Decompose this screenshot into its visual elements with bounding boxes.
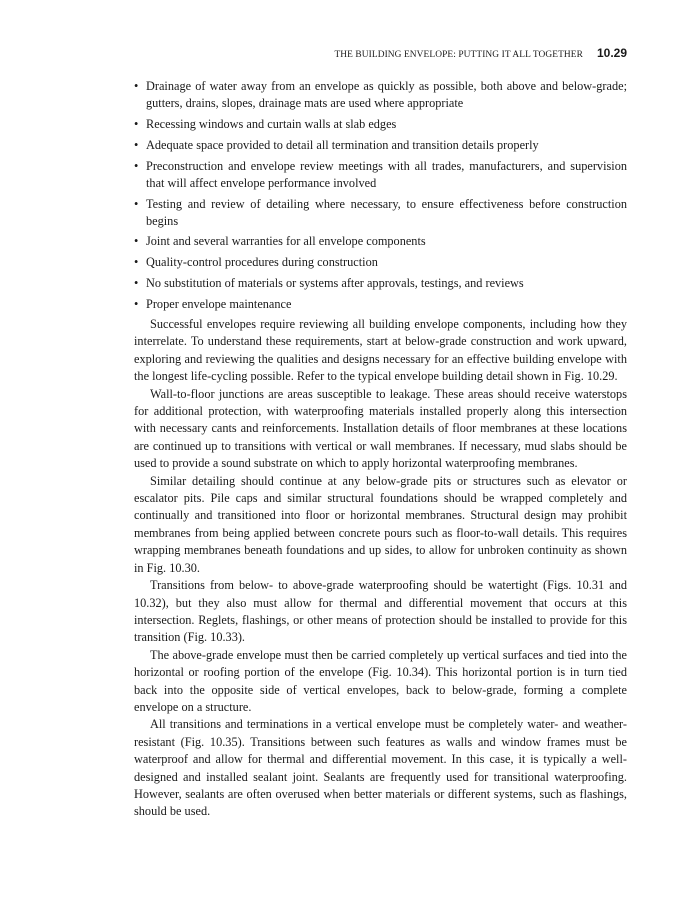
list-item bbox=[134, 137, 627, 154]
list-item bbox=[134, 196, 627, 230]
bullet-icon: • bbox=[134, 234, 139, 249]
running-title: THE BUILDING ENVELOPE: PUTTING IT ALL TOGETHER bbox=[334, 50, 583, 60]
paragraph: All transitions and terminations in a vertical envelope must be completely water- and weather-resistant (Fig. 10.35). Transitions between such features as walls and window frames must be waterproof and allow for thermal and differential movement. In this case, it is typically a well-designed and installed sealant joint. Sealants are frequently used for transitional waterproofing. However, sealants are often overused when better materials or different systems, such as flashings, should be used. bbox=[134, 717, 627, 819]
list-item bbox=[134, 158, 627, 192]
list-item-text: Proper envelope maintenance bbox=[146, 297, 292, 312]
list-item bbox=[134, 296, 627, 313]
list-item-text: Testing and review of detailing where necessary, to ensure effectiveness before construction begins bbox=[146, 196, 627, 228]
list-item bbox=[134, 233, 627, 250]
list-item-text: Drainage of water away from an envelope as quickly as possible, both above and below-grade; gutters, drains, slopes, drainage mats are used where appropriate bbox=[146, 79, 627, 110]
list-item bbox=[134, 116, 627, 133]
running-header bbox=[134, 46, 627, 62]
bullet-icon: • bbox=[134, 255, 139, 270]
list-item bbox=[134, 78, 627, 112]
list-item-text: Quality-control procedures during construction bbox=[146, 255, 378, 270]
paragraph: The above-grade envelope must then be carried completely up vertical surfaces and tied into the horizontal or roofing portion of the envelope (Fig. 10.34). This horizontal portion is in turn tied back into the opposite side of vertical envelopes, back to below-grade, forming a complete envelope on a structure. bbox=[134, 647, 627, 714]
bullet-icon: • bbox=[134, 276, 139, 291]
paragraph: Wall-to-floor junctions are areas susceptible to leakage. These areas should receive waterstops for additional protection, with waterproofing materials installed properly along this intersection with necessary cants and reinforcements. Installation details of floor membranes at these locations are continued up to transitions with vertical or wall membranes. If necessary, mud slabs should be used to provide a sound substrate on which to apply horizontal waterproofing membranes. bbox=[134, 386, 627, 471]
list-item-text: Preconstruction and envelope review meetings with all trades, manufacturers, and supervision that will affect envelope performance involved bbox=[146, 158, 627, 190]
bullet-icon: • bbox=[134, 196, 139, 211]
list-item-text: Recessing windows and curtain walls at slab edges bbox=[146, 116, 397, 131]
bullet-icon: • bbox=[134, 158, 139, 173]
bullet-icon: • bbox=[134, 297, 139, 312]
list-item-text: Joint and several warranties for all envelope components bbox=[146, 234, 426, 249]
page-number: 10.29 bbox=[596, 46, 627, 60]
bullet-icon: • bbox=[134, 79, 139, 93]
list-item bbox=[134, 275, 627, 292]
list-item-text: No substitution of materials or systems after approvals, testings, and reviews bbox=[146, 276, 524, 291]
bullet-icon: • bbox=[134, 137, 139, 152]
list-item-text: Adequate space provided to detail all termination and transition details properly bbox=[146, 137, 539, 152]
paragraph: Successful envelopes require reviewing all building envelope components, including how they interrelate. To understand these requirements, start at below-grade construction and work upward, exploring and reviewing the qualities and designs necessary for an effective building envelope with the longest life-cycling possible. Refer to the typical envelope building detail shown in Fig. 10.29. bbox=[134, 317, 627, 384]
paragraph: Transitions from below- to above-grade waterproofing should be watertight (Figs. 10.31 and 10.32), but they also must allow for thermal and differential movement that occurs at this intersection. Reglets, flashings, or other means of protection should be installed to provide for this transition (Fig. 10.33). bbox=[134, 578, 627, 645]
paragraph: Similar detailing should continue at any below-grade pits or structures such as elevator or escalator pits. Pile caps and similar structural foundations should be wrapped completely and continually and transitioned into floor or horizontal membranes. Structural design may prohibit membranes from being applied between concrete pours such as floor-to-wall details. This requires wrapping membranes beneath foundations and up sides, to allow for unbroken continuity as shown in Fig. 10.30. bbox=[134, 473, 627, 575]
list-item bbox=[134, 254, 627, 271]
body-text bbox=[134, 316, 627, 821]
bullet-list bbox=[134, 78, 627, 317]
bullet-icon: • bbox=[134, 116, 139, 131]
